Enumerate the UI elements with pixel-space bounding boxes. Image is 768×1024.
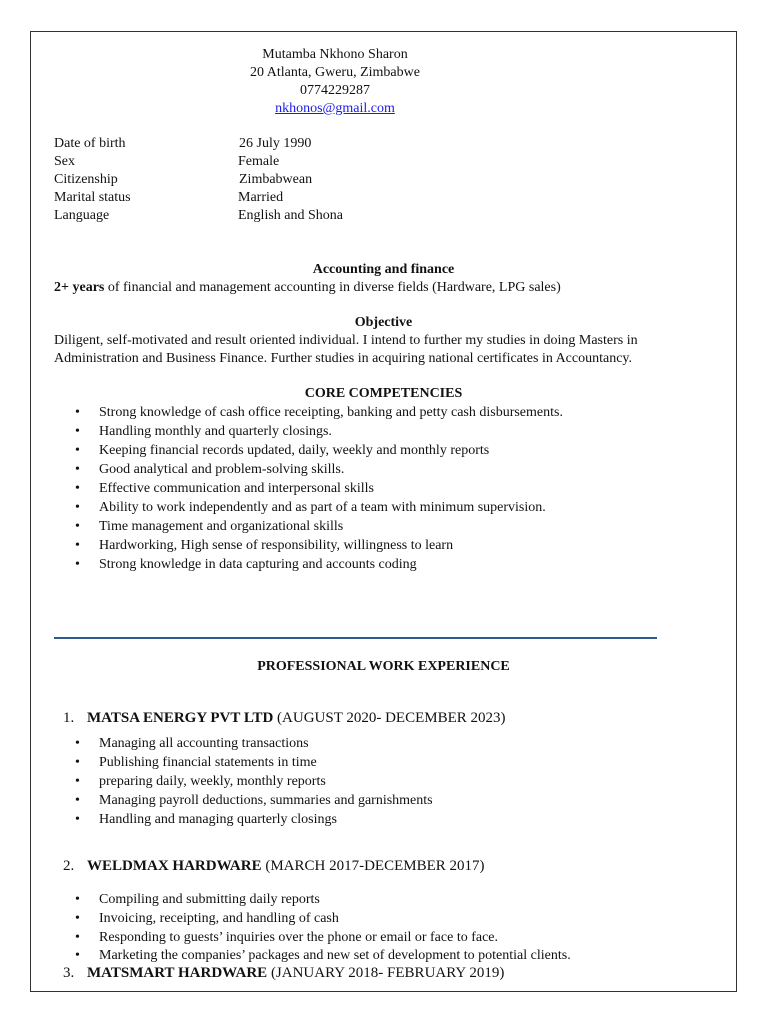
list-item: • Compiling and submitting daily reports xyxy=(75,892,320,907)
job-title-weldmax-hardware xyxy=(63,858,485,875)
bullet-icon: • xyxy=(75,755,80,770)
list-item: • Hardworking, High sense of responsibility, willingness to learn xyxy=(75,538,454,553)
personal-value: English and Shona xyxy=(238,208,343,223)
list-item: • Responding to guests’ inquiries over the phone or email or face to face. xyxy=(75,930,499,945)
bullet-icon: • xyxy=(75,500,80,515)
job-period: (JANUARY 2018- FEBRUARY 2019) xyxy=(267,965,505,981)
objective-line: Administration and Business Finance. Further studies in acquiring national certificates in Accountancy. xyxy=(54,351,633,366)
summary-body: of financial and management accounting in diverse fields (Hardware, LPG sales) xyxy=(104,280,561,295)
list-item: • Good analytical and problem-solving skills. xyxy=(75,462,345,477)
list-item: • Handling and managing quarterly closings xyxy=(75,812,337,827)
personal-label: Marital status xyxy=(54,190,131,205)
bullet-icon: • xyxy=(75,930,80,945)
job-duties-list xyxy=(75,890,571,964)
job-period: (AUGUST 2020- DECEMBER 2023) xyxy=(273,710,506,726)
job-number: 1. xyxy=(63,710,75,726)
bullet-icon: • xyxy=(75,911,80,926)
list-item: • Marketing the companies’ packages and new set of development to potential clients. xyxy=(75,948,571,963)
bullet-icon: • xyxy=(75,812,80,827)
company-name: WELDMAX HARDWARE xyxy=(87,858,262,874)
bullet-icon: • xyxy=(75,481,80,496)
list-item: • Effective communication and interpersonal skills xyxy=(75,481,374,496)
job-period: (MARCH 2017-DECEMBER 2017) xyxy=(261,858,485,874)
competencies-list xyxy=(75,403,563,574)
personal-label: Citizenship xyxy=(54,172,118,187)
candidate-name: Mutamba Nkhono Sharon xyxy=(262,47,408,62)
personal-value: Female xyxy=(238,154,280,169)
competencies-heading: CORE COMPETENCIES xyxy=(304,386,463,401)
summary-text xyxy=(54,279,714,297)
phone-number: 0774229287 xyxy=(300,83,370,98)
list-item: • Strong knowledge of cash office receipting, banking and petty cash disbursements. xyxy=(75,405,563,420)
bullet-icon: • xyxy=(75,519,80,534)
list-item: • Managing payroll deductions, summaries and garnishments xyxy=(75,793,433,808)
contact-block xyxy=(230,46,440,118)
job-number: 3. xyxy=(63,965,75,981)
bullet-icon: • xyxy=(75,557,80,572)
list-item: • Ability to work independently and as part of a team with minimum supervision. xyxy=(75,500,546,515)
bullet-icon: • xyxy=(75,538,80,553)
bullet-icon: • xyxy=(75,948,80,963)
objective-heading: Objective xyxy=(354,315,413,330)
list-item: • Publishing financial statements in time xyxy=(75,755,317,770)
personal-value: Married xyxy=(238,190,284,205)
personal-value: 26 July 1990 xyxy=(239,136,312,151)
company-name: MATSA ENERGY PVT LTD xyxy=(87,710,274,726)
job-number: 2. xyxy=(63,858,75,874)
experience-heading: PROFESSIONAL WORK EXPERIENCE xyxy=(257,659,510,674)
objective-line: Diligent, self-motivated and result oriented individual. I intend to further my studies in doing Masters in xyxy=(54,333,638,348)
personal-label: Language xyxy=(54,208,110,223)
personal-row-dob xyxy=(54,135,454,153)
bullet-icon: • xyxy=(75,424,80,439)
bullet-icon: • xyxy=(75,443,80,458)
address: 20 Atlanta, Gweru, Zimbabwe xyxy=(250,65,420,80)
job-title-matsa-energy xyxy=(63,710,506,727)
summary-heading: Accounting and finance xyxy=(312,262,455,277)
email-link[interactable]: nkhonos@gmail.com xyxy=(275,101,395,116)
personal-row-citizenship xyxy=(54,171,454,189)
section-divider xyxy=(54,637,657,639)
list-item: • Time management and organizational skills xyxy=(75,519,344,534)
bullet-icon: • xyxy=(75,405,80,420)
personal-label: Sex xyxy=(54,154,75,169)
company-name: MATSMART HARDWARE xyxy=(87,965,268,981)
personal-row-language xyxy=(54,207,454,225)
personal-label: Date of birth xyxy=(54,136,126,151)
list-item: • Managing all accounting transactions xyxy=(75,736,309,751)
personal-details xyxy=(54,135,454,225)
bullet-icon: • xyxy=(75,736,80,751)
personal-row-sex xyxy=(54,153,454,171)
personal-row-marital-status xyxy=(54,189,454,207)
list-item: • preparing daily, weekly, monthly reports xyxy=(75,774,326,789)
list-item: • Strong knowledge in data capturing and accounts coding xyxy=(75,557,417,572)
list-item: • Keeping financial records updated, daily, weekly and monthly reports xyxy=(75,443,490,458)
bullet-icon: • xyxy=(75,793,80,808)
summary-lead: 2+ years xyxy=(54,280,105,295)
list-item: • Handling monthly and quarterly closings. xyxy=(75,424,332,439)
job-duties-list xyxy=(75,734,433,829)
objective-text xyxy=(54,332,714,368)
bullet-icon: • xyxy=(75,892,80,907)
job-title-matsmart-hardware xyxy=(63,965,504,982)
bullet-icon: • xyxy=(75,774,80,789)
personal-value: Zimbabwean xyxy=(239,172,313,187)
list-item: • Invoicing, receipting, and handling of cash xyxy=(75,911,339,926)
bullet-icon: • xyxy=(75,462,80,477)
